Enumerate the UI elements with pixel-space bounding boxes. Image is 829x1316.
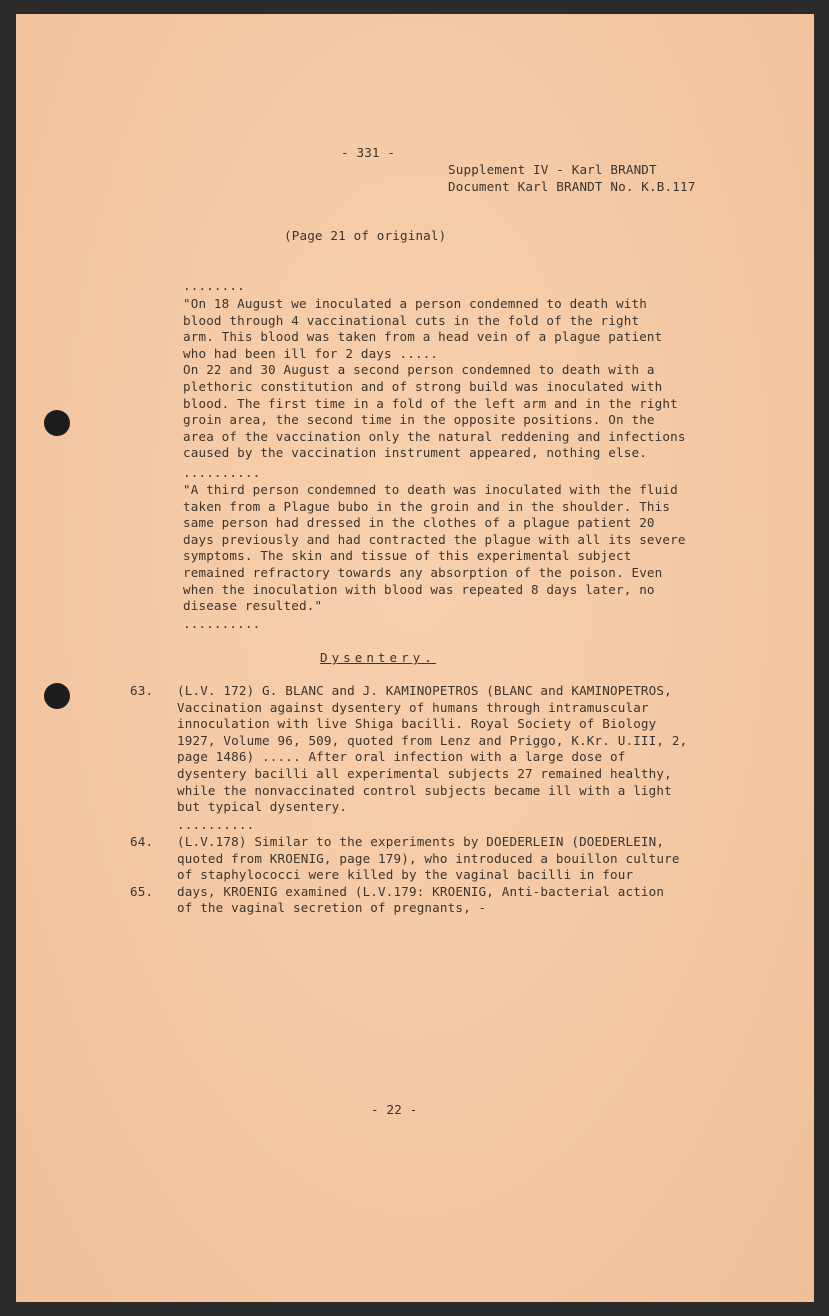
section-heading: Dysentery. xyxy=(320,650,436,665)
item-number-64: 64. xyxy=(130,834,154,849)
quote-line: remained refractory towards any absorption of the poison. Even xyxy=(183,564,663,580)
quote-line: disease resulted." xyxy=(183,598,323,614)
ellipsis-separator: ........ xyxy=(183,278,245,293)
item-63-text xyxy=(177,683,687,816)
item-line: while the nonvaccinated control subjects became ill with a light xyxy=(177,782,672,798)
document-reference-line: Document Karl BRANDT No. K.B.117 xyxy=(448,179,696,194)
bottom-page-number: - 22 - xyxy=(371,1102,418,1117)
quote-line: On 22 and 30 August a second person condemned to death with a xyxy=(183,362,655,378)
quote-block-1 xyxy=(183,296,686,462)
quote-line: arm. This blood was taken from a head vein of a plague patient xyxy=(183,329,663,345)
ellipsis-separator: .......... xyxy=(183,465,261,480)
punch-hole-lower xyxy=(44,683,70,709)
item-line: dysentery bacilli all experimental subjects 27 remained healthy, xyxy=(177,765,672,781)
item-line: but typical dysentery. xyxy=(177,799,348,815)
item-line: innoculation with live Shiga bacilli. Royal Society of Biology xyxy=(177,716,657,732)
quote-line: groin area, the second time in the opposite positions. On the xyxy=(183,412,655,428)
punch-hole-upper xyxy=(44,410,70,436)
original-page-note: (Page 21 of original) xyxy=(284,228,447,243)
item-line: days, KROENIG examined (L.V.179: KROENIG, Anti-bacterial action xyxy=(177,883,665,899)
quote-line: who had been ill for 2 days ..... xyxy=(183,345,439,361)
item-line: 1927, Volume 96, 509, quoted from Lenz and Priggo, K.Kr. U.III, 2, xyxy=(177,732,688,748)
quote-line: same person had dressed in the clothes of a plague patient 20 xyxy=(183,515,655,531)
item-line: (L.V.178) Similar to the experiments by DOEDERLEIN (DOEDERLEIN, xyxy=(177,834,665,849)
item-line: of the vaginal secretion of pregnants, - xyxy=(177,900,487,916)
ellipsis-separator: .......... xyxy=(177,817,255,832)
quote-line: blood through 4 vaccinational cuts in the fold of the right xyxy=(183,312,640,328)
top-page-number: - 331 - xyxy=(341,145,396,160)
quote-line: "On 18 August we inoculated a person condemned to death with xyxy=(183,296,647,311)
ellipsis-separator: .......... xyxy=(183,616,261,631)
item-line: Vaccination against dysentery of humans through intramuscular xyxy=(177,699,649,715)
quote-line: plethoric constitution and of strong build was inoculated with xyxy=(183,378,663,394)
quote-line: when the inoculation with blood was repeated 8 days later, no xyxy=(183,581,655,597)
item-64-65-text xyxy=(177,834,680,917)
quote-line: area of the vaccination only the natural reddening and infections xyxy=(183,428,686,444)
item-line: page 1486) ..... After oral infection with a large dose of xyxy=(177,749,626,765)
quote-line: caused by the vaccination instrument appeared, nothing else. xyxy=(183,445,647,461)
item-line: (L.V. 172) G. BLANC and J. KAMINOPETROS (BLANC and KAMINOPETROS, xyxy=(177,683,672,698)
item-number-65: 65. xyxy=(130,884,154,899)
quote-line: taken from a Plague bubo in the groin and in the shoulder. This xyxy=(183,498,671,514)
quote-line: days previously and had contracted the plague with all its severe xyxy=(183,531,686,547)
quote-block-2 xyxy=(183,482,686,615)
quote-line: blood. The first time in a fold of the left arm and in the right xyxy=(183,395,678,411)
item-line: of staphylococci were killed by the vaginal bacilli in four xyxy=(177,867,634,883)
item-number-63: 63. xyxy=(130,683,154,698)
item-line: quoted from KROENIG, page 179), who introduced a bouillon culture xyxy=(177,850,680,866)
quote-line: symptoms. The skin and tissue of this experimental subject xyxy=(183,548,632,564)
quote-line: "A third person condemned to death was inoculated with the fluid xyxy=(183,482,678,497)
supplement-line: Supplement IV - Karl BRANDT xyxy=(448,162,657,177)
